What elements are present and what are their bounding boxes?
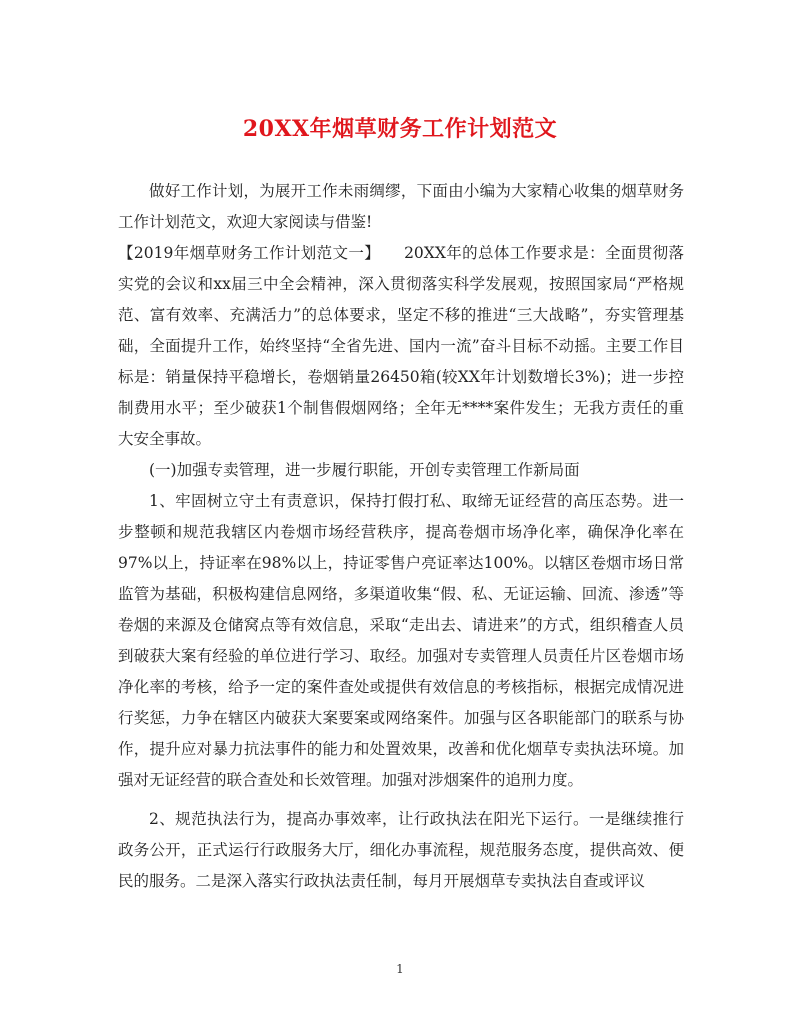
- item-2-paragraph: 2、规范执法行为，提高办事效率，让行政执法在阳光下运行。一是继续推行政务公开，正式运行行政服务大厅，细化办事流程，规范服务态度，提供高效、便民的服务。二是深入落实行政执法责任制，每月开展烟草专卖执法自查或评议: [118, 810, 684, 890]
- page-number: 1: [396, 962, 404, 976]
- document-body: [118, 176, 684, 897]
- document-title: 20XX年烟草财务工作计划范文: [242, 116, 558, 142]
- plan-overview-paragraph: 【2019年烟草财务工作计划范文一】 20XX年的总体工作要求是：全面贯彻落实党的会议和xx届三中全会精神，深入贯彻落实科学发展观，按照国家局“严格规范、富有效率、充满活力”的总体要求，坚定不移的推进“三大战略”，夯实管理基础，全面提升工作，始终坚持“全省先进、国内一流”奋斗目标不动摇。主要工作目标是：销量保持平稳增长，卷烟销量26450箱(较XX年计划数增长3%)；进一步控制费用水平；至少破获1个制售假烟网络；全年无****案件发生；无我方责任的重大安全事故。: [118, 244, 684, 448]
- intro-paragraph: 做好工作计划，为展开工作未雨绸缪，下面由小编为大家精心收集的烟草财务工作计划范文，欢迎大家阅读与借鉴!: [118, 182, 684, 231]
- section-heading-1: (一)加强专卖管理，进一步履行职能，开创专卖管理工作新局面: [149, 461, 580, 479]
- item-1-paragraph: 1、牢固树立守土有责意识，保持打假打私、取缔无证经营的高压态势。进一步整顿和规范我辖区内卷烟市场经营秩序，提高卷烟市场净化率，确保净化率在97%以上，持证率在98%以上，持证零售户亮证率达100%。以辖区卷烟市场日常监管为基础，积极构建信息网络，多渠道收集“假、私、无证运输、回流、渗透”等卷烟的来源及仓储窝点等有效信息，采取“走出去、请进来”的方式，组织稽查人员到破获大案有经验的单位进行学习、取经。加强对专卖管理人员责任片区卷烟市场净化率的考核，给予一定的案件查处或提供有效信息的考核指标，根据完成情况进行奖惩，力争在辖区内破获大案要案或网络案件。加强与区各职能部门的联系与协作，提升应对暴力抗法事件的能力和处置效果，改善和优化烟草专卖执法环境。加强对无证经营的联合查处和长效管理。加强对涉烟案件的追刑力度。: [118, 492, 684, 789]
